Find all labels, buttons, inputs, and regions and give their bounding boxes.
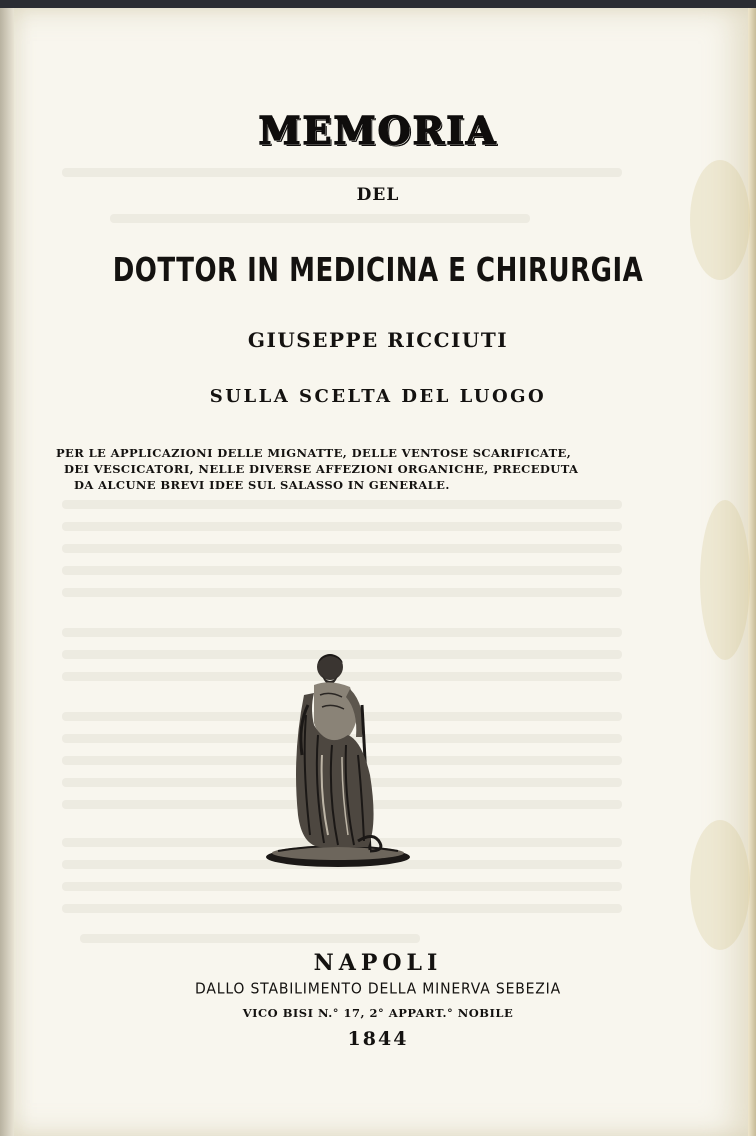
publisher: DALLO STABILIMENTO DELLA MINERVA SEBEZIA xyxy=(195,980,561,998)
book-subtitle: SULLA SCELTA DEL LUOGO xyxy=(209,386,547,407)
description-line: DEI VESCICATORI, NELLE DIVERSE AFFEZIONI ORGANICHE, PRECEDUTA xyxy=(64,462,579,476)
description-line: PER LE APPLICAZIONI DELLE MIGNATTE, DELLE VENTOSE SCARIFICATE, xyxy=(56,446,572,460)
statue-engraving xyxy=(258,645,418,875)
foxing-stain xyxy=(700,500,750,660)
author-name: GIUSEPPE RICCIUTI xyxy=(247,328,509,352)
book-title: MEMORIA xyxy=(258,108,498,153)
author-qualification: DOTTOR IN MEDICINA E CHIRURGIA xyxy=(112,252,644,290)
publication-year: 1844 xyxy=(347,1028,409,1050)
publication-city: NAPOLI xyxy=(313,950,443,976)
foxing-stain xyxy=(690,820,750,950)
title-connector: DEL xyxy=(356,185,400,205)
publisher-address: VICO BISI N.° 17, 2° APPART.° NOBILE xyxy=(242,1006,514,1020)
description-line: DA ALCUNE BREVI IDEE SUL SALASSO IN GENERALE. xyxy=(74,478,450,492)
